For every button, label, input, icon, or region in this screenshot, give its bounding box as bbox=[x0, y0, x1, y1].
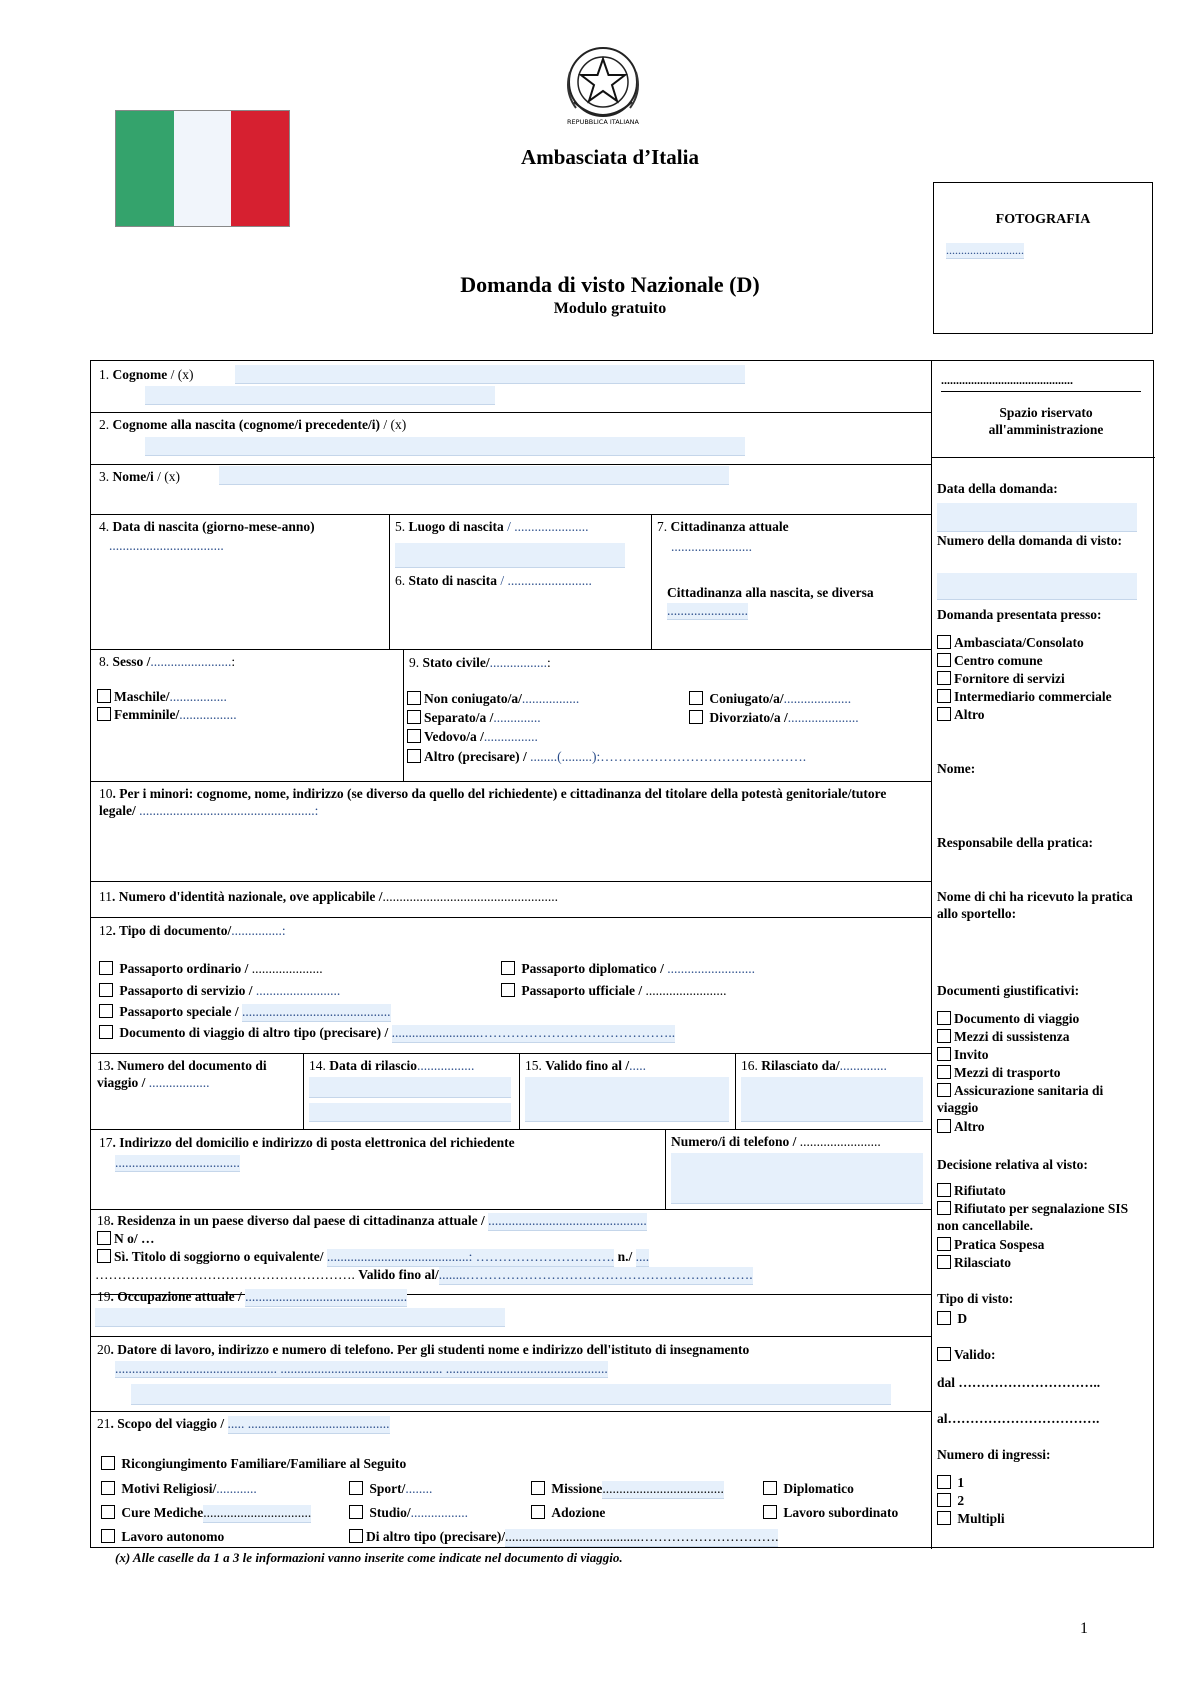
male-checkbox[interactable] bbox=[97, 689, 111, 703]
employed-checkbox[interactable] bbox=[763, 1505, 777, 1519]
status-other-option[interactable]: Altro (precisare) / ........(.........):………………………………………. bbox=[407, 749, 806, 766]
purpose-mission-option[interactable]: Missione.................................... bbox=[531, 1481, 724, 1499]
field-14-issue-date: 14. Data di rilascio................. bbox=[309, 1058, 475, 1073]
decision-issued-option[interactable]: Rilasciato bbox=[937, 1255, 1011, 1272]
residence-yes-checkbox[interactable] bbox=[97, 1249, 111, 1263]
invitation-checkbox[interactable] bbox=[937, 1047, 951, 1061]
doc-service-option[interactable]: Passaporto di servizio / ......................... bbox=[99, 983, 340, 1000]
visa-d-checkbox[interactable] bbox=[937, 1311, 951, 1325]
issue-date-input-2[interactable] bbox=[309, 1103, 511, 1122]
photo-field[interactable]: .......................... bbox=[946, 243, 1024, 257]
widowed-checkbox[interactable] bbox=[407, 729, 421, 743]
entries-multiple-option[interactable]: Multipli bbox=[937, 1511, 1005, 1528]
selfemployed-checkbox[interactable] bbox=[101, 1529, 115, 1543]
doc-official-option[interactable]: Passaporto ufficiale / ........................ bbox=[501, 983, 727, 1000]
insurance-checkbox[interactable] bbox=[937, 1083, 951, 1097]
flag-red-band bbox=[231, 111, 289, 226]
doc-travel-option[interactable]: Documento di viaggio bbox=[937, 1011, 1079, 1028]
valid-until-input[interactable] bbox=[525, 1077, 729, 1122]
other-document-checkbox[interactable] bbox=[99, 1025, 113, 1039]
submitted-other-option[interactable]: Altro bbox=[937, 707, 985, 724]
purpose-other-option[interactable]: Di altro tipo (precisare)/........................................…………………………. bbox=[349, 1529, 778, 1547]
citizenship-at-birth-input[interactable]: ........................ bbox=[667, 603, 748, 618]
doc-other-option[interactable]: Documento di viaggio di altro tipo (precisare) / ..........................…………………………………….. bbox=[99, 1025, 675, 1043]
doc-other-checkbox[interactable] bbox=[937, 1119, 951, 1133]
first-name-input[interactable] bbox=[219, 466, 729, 485]
submitted-service-provider-option[interactable]: Fornitore di servizi bbox=[937, 671, 1065, 688]
field-8-sex: 8. Sesso /........................: bbox=[99, 654, 236, 669]
visa-type-label: Tipo di visto: bbox=[937, 1291, 1014, 1306]
medical-checkbox[interactable] bbox=[101, 1505, 115, 1519]
reserved-space-label: Spazio riservato all'amministrazione bbox=[988, 405, 1104, 437]
diplomatic-passport-checkbox[interactable] bbox=[501, 961, 515, 975]
special-passport-checkbox[interactable] bbox=[99, 1004, 113, 1018]
mission-checkbox[interactable] bbox=[531, 1481, 545, 1495]
decision-label: Decisione relativa al visto: bbox=[937, 1157, 1088, 1172]
valid-from[interactable]: dal ………………………….. bbox=[937, 1375, 1101, 1390]
entries-1-checkbox[interactable] bbox=[937, 1475, 951, 1489]
flag-green-band bbox=[116, 111, 174, 226]
received-by-label: Nome di chi ha ricevuto la pratica allo sportello: bbox=[937, 889, 1133, 921]
field-5-birth-place: 5. Luogo di nascita / ...................... bbox=[395, 519, 589, 534]
surname-input[interactable] bbox=[235, 365, 745, 384]
employer-input-2[interactable] bbox=[131, 1384, 891, 1405]
service-passport-checkbox[interactable] bbox=[99, 983, 113, 997]
entries-2-checkbox[interactable] bbox=[937, 1493, 951, 1507]
employer-input[interactable]: ................................................ ................................................ ................................................ bbox=[115, 1361, 608, 1376]
citizenship-input[interactable]: ........................ bbox=[671, 539, 752, 554]
means-checkbox[interactable] bbox=[937, 1029, 951, 1043]
purpose-selfemployed-option[interactable]: Lavoro autonomo bbox=[101, 1529, 224, 1546]
phone-input[interactable] bbox=[671, 1153, 923, 1204]
common-centre-checkbox[interactable] bbox=[937, 653, 951, 667]
doc-insurance-option[interactable]: Assicurazione sanitaria di viaggio bbox=[937, 1083, 1104, 1115]
residence-yes-option[interactable]: Sì. Titolo di soggiorno o equivalente/ ..........................................: …………………………. n./ .... bbox=[97, 1249, 649, 1267]
purpose-family-option[interactable]: Ricongiungimento Familiare/Familiare al Seguito bbox=[101, 1456, 406, 1473]
visa-form bbox=[90, 360, 1154, 1548]
status-divorced-option[interactable]: Divorziato/a /..................... bbox=[689, 710, 859, 727]
official-passport-checkbox[interactable] bbox=[501, 983, 515, 997]
entries-1-option[interactable]: 1 bbox=[937, 1475, 964, 1492]
field-13-document-number: 13. Numero del documento di viaggio / .................. bbox=[97, 1058, 267, 1090]
study-checkbox[interactable] bbox=[349, 1505, 363, 1519]
name-label: Nome: bbox=[937, 761, 976, 776]
field-16-issued-by: 16. Rilasciato da/.............. bbox=[741, 1058, 887, 1073]
svg-text:REPUBBLICA ITALIANA: REPUBBLICA ITALIANA bbox=[567, 118, 639, 126]
field-1-surname: 1. Cognome / (x) bbox=[99, 367, 194, 382]
transport-checkbox[interactable] bbox=[937, 1065, 951, 1079]
submitted-other-checkbox[interactable] bbox=[937, 707, 951, 721]
field-17-address: 17. Indirizzo del domicilio e indirizzo di posta elettronica del richiedente bbox=[99, 1135, 515, 1150]
application-date-label: Data della domanda: bbox=[937, 481, 1058, 496]
valid-option[interactable]: Valido: bbox=[937, 1347, 996, 1364]
doc-diplomatic-option[interactable]: Passaporto diplomatico / .......................... bbox=[501, 961, 755, 978]
decision-suspended-option[interactable]: Pratica Sospesa bbox=[937, 1237, 1044, 1254]
republic-emblem-icon bbox=[560, 42, 646, 137]
purpose-religious-option[interactable]: Motivi Religiosi/............ bbox=[101, 1481, 257, 1498]
embassy-checkbox[interactable] bbox=[937, 635, 951, 649]
supporting-docs-label: Documenti giustificativi: bbox=[937, 983, 1080, 998]
entries-2-option[interactable]: 2 bbox=[937, 1493, 964, 1510]
status-unmarried-option[interactable]: Non coniugato/a/................. bbox=[407, 691, 579, 708]
address-input[interactable]: ..................................... bbox=[115, 1155, 240, 1170]
flag-white-band bbox=[174, 111, 232, 226]
status-married-option[interactable]: Coniugato/a/.................... bbox=[689, 691, 851, 708]
submitted-intermediary-option[interactable]: Intermediario commerciale bbox=[937, 689, 1112, 706]
decision-refused-sis-option[interactable]: Rifiutato per segnalazione SIS non cancellabile. bbox=[937, 1201, 1129, 1233]
birth-date-input[interactable]: .................................. bbox=[109, 538, 224, 553]
sex-male-option[interactable]: Maschile/................. bbox=[97, 689, 227, 706]
valid-checkbox[interactable] bbox=[937, 1347, 951, 1361]
phone-label: Numero/i di telefono / ........................ bbox=[671, 1134, 881, 1149]
purpose-sport-option[interactable]: Sport/........ bbox=[349, 1481, 432, 1498]
status-other-checkbox[interactable] bbox=[407, 749, 421, 763]
intermediary-checkbox[interactable] bbox=[937, 689, 951, 703]
refused-sis-checkbox[interactable] bbox=[937, 1201, 951, 1215]
birth-place-input[interactable] bbox=[395, 543, 625, 568]
field-7-citizenship: 7. Cittadinanza attuale bbox=[657, 519, 789, 534]
field-9-civil-status: 9. Stato civile/.................: bbox=[409, 655, 551, 670]
travel-doc-checkbox[interactable] bbox=[937, 1011, 951, 1025]
unmarried-checkbox[interactable] bbox=[407, 691, 421, 705]
field-12-document-type: 12. Tipo di documento/...............: bbox=[99, 923, 286, 938]
form-title: Domanda di visto Nazionale (D) bbox=[460, 272, 760, 297]
sidebar-top-field[interactable]: ............................................ bbox=[941, 373, 1073, 387]
refused-checkbox[interactable] bbox=[937, 1183, 951, 1197]
field-2-birth-surname: 2. Cognome alla nascita (cognome/i precedente/i) / (x) bbox=[99, 417, 407, 432]
purpose-medical-option[interactable]: Cure Mediche................................ bbox=[101, 1505, 311, 1523]
field-10-minors: 10. Per i minori: cognome, nome, indirizzo (se diverso da quello del richiedente) e cittadinanza del titolare della potestà genitoriale/tutore legale/ ....................................................: bbox=[99, 786, 887, 818]
field-18-residence: 18. Residenza in un paese diverso dal paese di cittadinanza attuale / ............................................... bbox=[97, 1213, 647, 1231]
responsible-label: Responsabile della pratica: bbox=[937, 835, 1094, 850]
sex-female-option[interactable]: Femminile/................. bbox=[97, 707, 237, 724]
ordinary-passport-checkbox[interactable] bbox=[99, 961, 113, 975]
entries-multiple-checkbox[interactable] bbox=[937, 1511, 951, 1525]
field-20-employer: 20. Datore di lavoro, indirizzo e numero di telefono. Per gli studenti nome e indirizzo dell'istituto di insegnamento bbox=[97, 1342, 750, 1357]
footnote: (x) Alle caselle da 1 a 3 le informazioni vanno inserite come indicate nel documento di viaggio. bbox=[115, 1550, 623, 1565]
issue-date-input[interactable] bbox=[309, 1077, 511, 1098]
submitted-at-label: Domanda presentata presso: bbox=[937, 607, 1102, 622]
field-4-birth-date: 4. Data di nascita (giorno-mese-anno) bbox=[99, 519, 315, 534]
sport-checkbox[interactable] bbox=[349, 1481, 363, 1495]
residence-no-checkbox[interactable] bbox=[97, 1231, 111, 1245]
visa-type-d-option[interactable]: D bbox=[937, 1311, 967, 1328]
field-6-birth-state: 6. Stato di nascita / ......................... bbox=[395, 573, 592, 588]
embassy-heading: Ambasciata d’Italia bbox=[521, 145, 699, 169]
decision-refused-option[interactable]: Rifiutato bbox=[937, 1183, 1006, 1200]
doc-other-option[interactable]: Altro bbox=[937, 1119, 985, 1136]
doc-transport-option[interactable]: Mezzi di trasporto bbox=[937, 1065, 1060, 1082]
purpose-adoption-option[interactable]: Adozione bbox=[531, 1505, 605, 1522]
residence-valid-until: …………………………………………………. Valido fino al/........………………………………………………………. bbox=[95, 1267, 753, 1285]
doc-means-option[interactable]: Mezzi di sussistenza bbox=[937, 1029, 1070, 1046]
adoption-checkbox[interactable] bbox=[531, 1505, 545, 1519]
birth-surname-input[interactable] bbox=[145, 437, 745, 456]
application-date-input[interactable] bbox=[937, 503, 1137, 532]
diplomatic-checkbox[interactable] bbox=[763, 1481, 777, 1495]
purpose-other-checkbox[interactable] bbox=[349, 1529, 363, 1543]
female-checkbox[interactable] bbox=[97, 707, 111, 721]
submitted-embassy-option[interactable]: Ambasciata/Consolato bbox=[937, 635, 1084, 652]
surname-input-2[interactable] bbox=[145, 386, 495, 405]
entries-label: Numero di ingressi: bbox=[937, 1447, 1051, 1462]
field-19-occupation: 19. Occupazione attuale / ................................................ bbox=[97, 1289, 407, 1307]
purpose-study-option[interactable]: Studio/................. bbox=[349, 1505, 468, 1522]
page-number: 1 bbox=[1080, 1620, 1088, 1637]
valid-to[interactable]: al……………………………. bbox=[937, 1411, 1100, 1426]
purpose-employed-option[interactable]: Lavoro subordinato bbox=[763, 1505, 898, 1522]
separated-checkbox[interactable] bbox=[407, 710, 421, 724]
field-15-valid-until: 15. Valido fino al /..... bbox=[525, 1058, 647, 1073]
status-separated-option[interactable]: Separato/a /.............. bbox=[407, 710, 541, 727]
divorced-checkbox[interactable] bbox=[689, 710, 703, 724]
italian-flag bbox=[115, 110, 290, 227]
doc-ordinary-option[interactable]: Passaporto ordinario / ..................... bbox=[99, 961, 323, 978]
issued-checkbox[interactable] bbox=[937, 1255, 951, 1269]
photo-box[interactable] bbox=[933, 182, 1153, 334]
application-number-input[interactable] bbox=[937, 573, 1137, 600]
family-checkbox[interactable] bbox=[101, 1456, 115, 1470]
photo-label: FOTOGRAFIA bbox=[995, 212, 1091, 227]
status-widowed-option[interactable]: Vedovo/a /................ bbox=[407, 729, 538, 746]
field-21-purpose: 21. Scopo del viaggio / ..... .......................................... bbox=[97, 1416, 390, 1434]
doc-special-option[interactable]: Passaporto speciale / ............................................ bbox=[99, 1004, 391, 1022]
suspended-checkbox[interactable] bbox=[937, 1237, 951, 1251]
field-3-first-name: 3. Nome/i / (x) bbox=[99, 469, 180, 484]
citizenship-at-birth-label: Cittadinanza alla nascita, se diversa bbox=[667, 585, 874, 600]
application-number-label: Numero della domanda di visto: bbox=[937, 533, 1123, 548]
purpose-diplomatic-option[interactable]: Diplomatico bbox=[763, 1481, 854, 1498]
residence-no-option[interactable]: N o/ … bbox=[97, 1231, 155, 1248]
form-subtitle: Modulo gratuito bbox=[553, 300, 667, 317]
doc-invitation-option[interactable]: Invito bbox=[937, 1047, 989, 1064]
submitted-common-centre-option[interactable]: Centro comune bbox=[937, 653, 1043, 670]
service-provider-checkbox[interactable] bbox=[937, 671, 951, 685]
field-11-national-id: 11. Numero d'identità nazionale, ove applicabile /.................................................... bbox=[99, 889, 559, 904]
issued-by-input[interactable] bbox=[741, 1077, 923, 1122]
occupation-input[interactable] bbox=[95, 1308, 505, 1327]
married-checkbox[interactable] bbox=[689, 691, 703, 705]
religious-checkbox[interactable] bbox=[101, 1481, 115, 1495]
